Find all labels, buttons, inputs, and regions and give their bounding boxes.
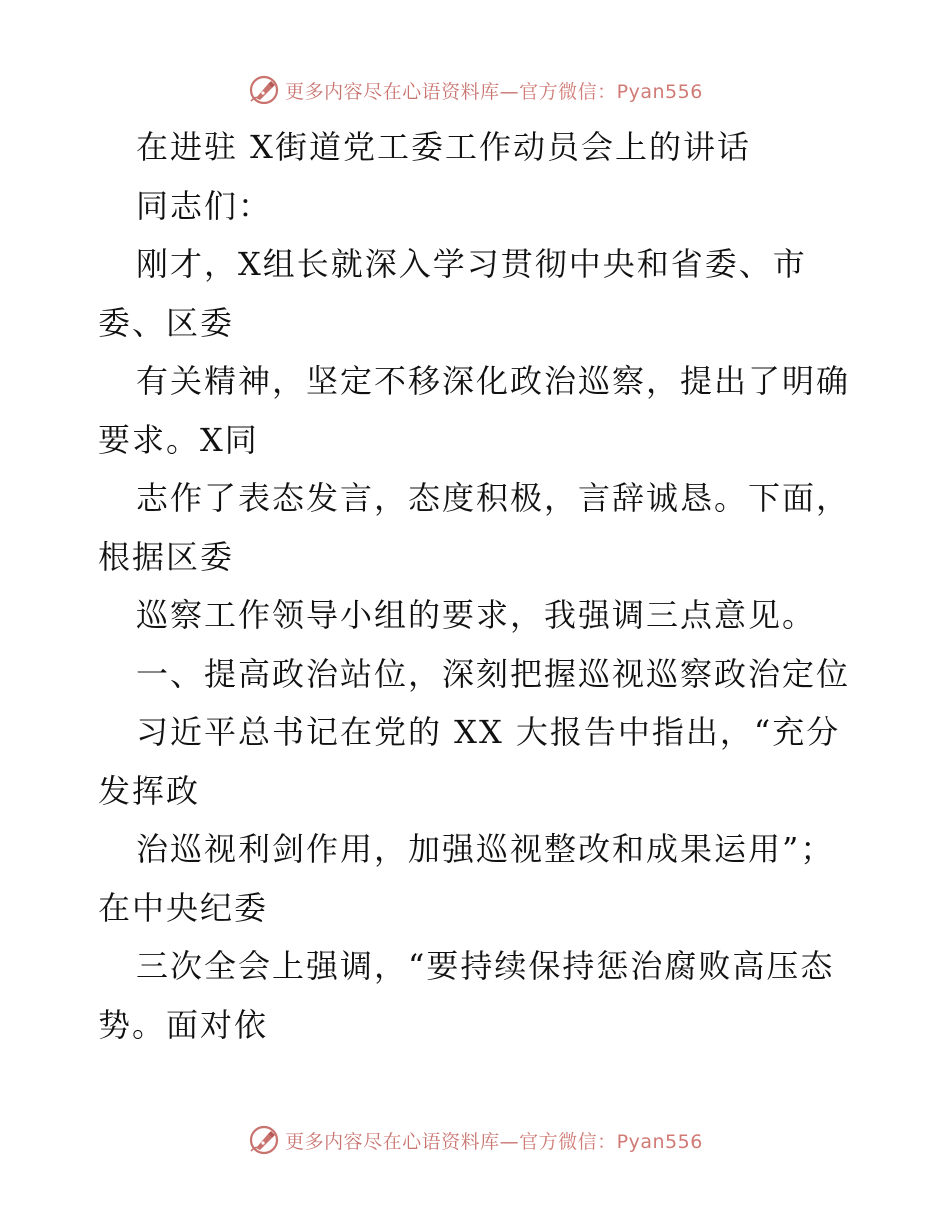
watermark-main-text: 更多内容尽在心语资料库 [285, 1130, 500, 1153]
document-line: 三次全会上强调，“要持续保持惩治腐败高压态 [136, 947, 835, 985]
watermark-separator: — [499, 80, 520, 103]
document-line: 一、提高政治站位，深刻把握巡视巡察政治定位 [136, 654, 851, 693]
header-watermark [0, 70, 950, 110]
document-line: 巡察工作领导小组的要求，我强调三点意见。 [136, 596, 817, 634]
document-line: 在进驻 X街道党工委工作动员会上的讲话 [136, 128, 751, 166]
document-line: 有关精神，坚定不移深化政治巡察，提出了明确 [136, 362, 851, 400]
footer-watermark [0, 1120, 950, 1160]
watermark-wechat-text: 官方微信：Pyan556 [519, 80, 703, 103]
document-line: 根据区委 [98, 537, 235, 576]
document-line: 志作了表态发言，态度积极，言辞诚恳。下面， [136, 479, 851, 517]
document-line: 习近平总书记在党的 XX 大报告中指出，“充分 [136, 713, 841, 751]
document-line: 势。面对依 [98, 1005, 269, 1044]
document-line: 同志们： [136, 186, 273, 225]
document-body [98, 118, 858, 1054]
pen-nib-logo-icon [247, 1123, 281, 1157]
watermark-separator: — [499, 1130, 520, 1153]
watermark-main-text: 更多内容尽在心语资料库 [285, 80, 500, 103]
document-line: 在中央纪委 [98, 888, 269, 927]
document-line: 委、区委 [98, 303, 235, 342]
watermark-wechat-text: 官方微信：Pyan556 [519, 1130, 703, 1153]
document-line: 刚才，X组长就深入学习贯彻中央和省委、市 [136, 245, 807, 283]
document-line: 要求。X同 [98, 420, 259, 459]
pen-nib-logo-icon [247, 73, 281, 107]
document-line: 治巡视利剑作用，加强巡视整改和成果运用”； [136, 830, 835, 868]
document-line: 发挥政 [98, 771, 201, 810]
